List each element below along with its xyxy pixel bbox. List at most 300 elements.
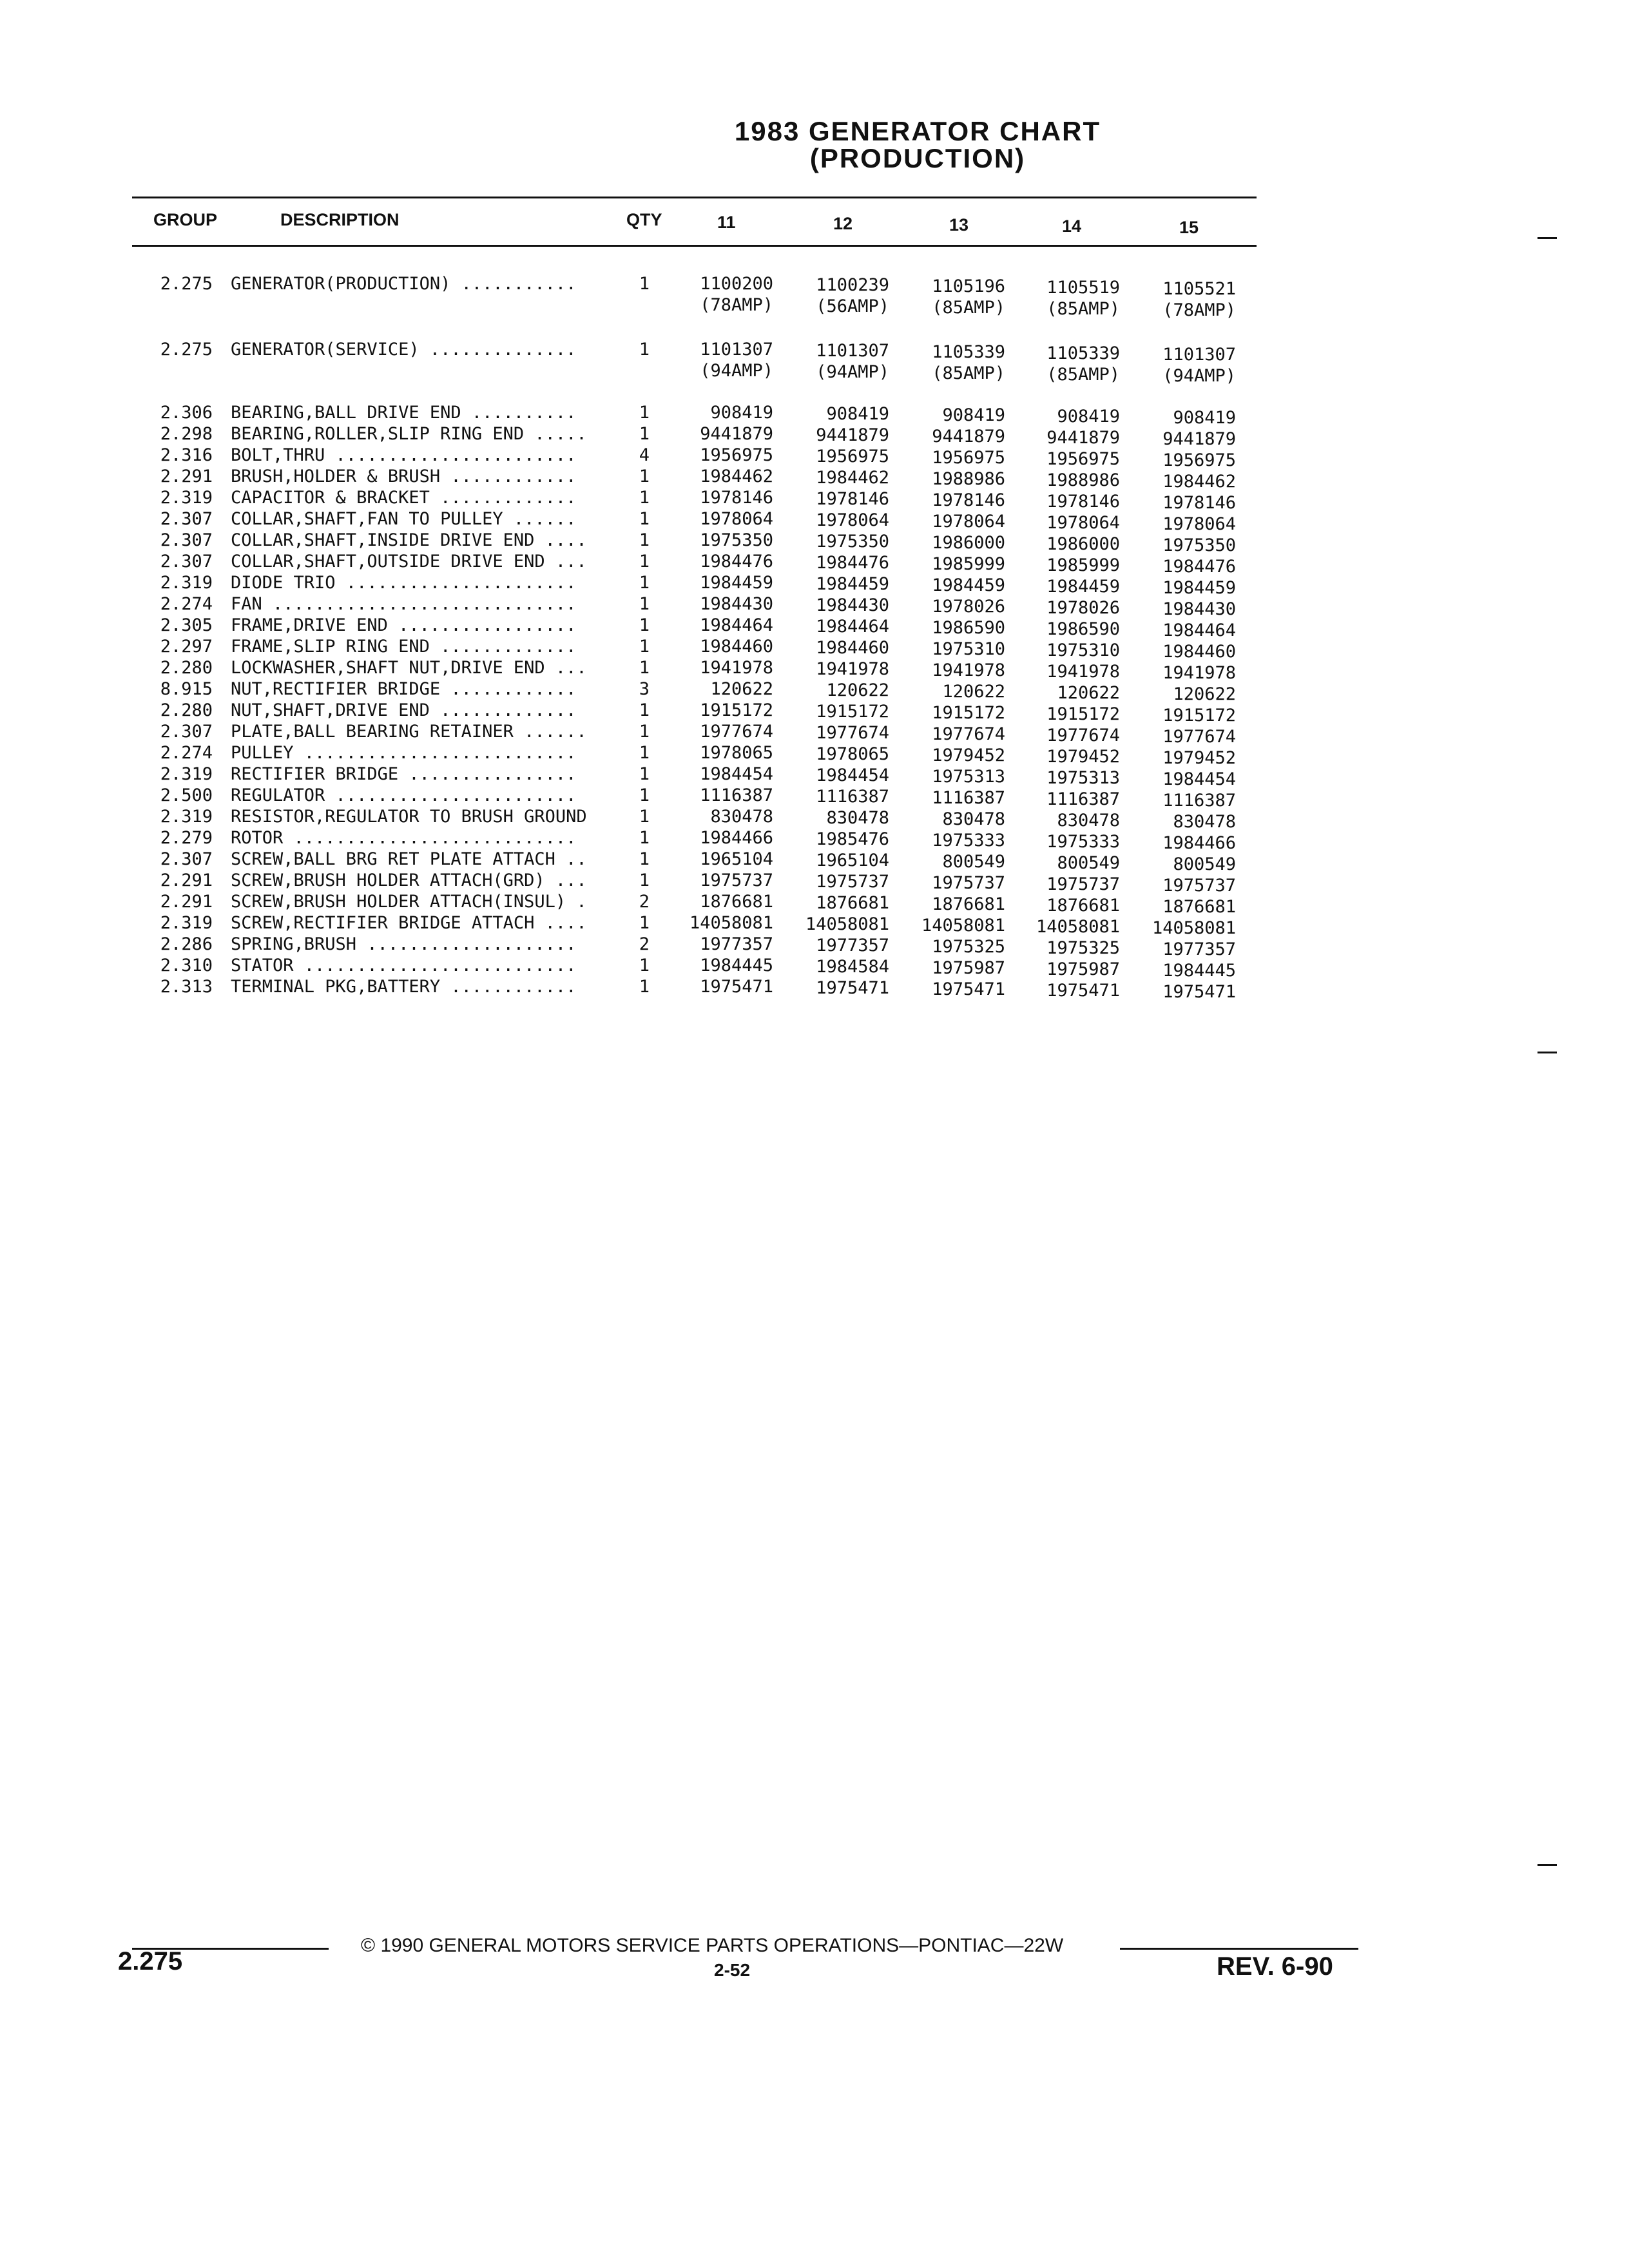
part-number-cell: 1977357 — [816, 936, 889, 956]
part-number-cell: 1915172 — [932, 703, 1005, 723]
section-number: 2.275 — [118, 1947, 183, 1975]
part-number-cell: 908419 — [826, 404, 889, 424]
part-number-cell: 14058081 — [1152, 918, 1236, 938]
part-number-cell: 1979452 — [1162, 748, 1236, 768]
group-cell: 2.305 — [160, 615, 213, 635]
part-number-cell: 1975471 — [700, 977, 773, 997]
part-number-cell: 1984430 — [816, 595, 889, 615]
part-number-cell: 1984459 — [1046, 577, 1120, 597]
qty-cell: 1 — [639, 530, 650, 550]
part-number-cell: 908419 — [1173, 408, 1236, 428]
qty-cell: 1 — [639, 552, 650, 572]
part-number-cell: 1977674 — [816, 723, 889, 743]
group-cell: 2.306 — [160, 403, 213, 423]
part-number-cell: 1978064 — [816, 510, 889, 530]
group-cell: 2.280 — [160, 658, 213, 678]
part-number-cell: 1975325 — [1046, 938, 1120, 958]
part-number-cell: 14058081 — [689, 913, 773, 933]
part-number-cell: 830478 — [1057, 811, 1120, 831]
part-number-cell: 1876681 — [816, 893, 889, 913]
group-cell: 2.286 — [160, 934, 213, 954]
qty-cell: 1 — [639, 785, 650, 805]
table-row — [0, 530, 1629, 555]
table-row — [0, 274, 1629, 299]
part-number-cell: 1984466 — [1162, 833, 1236, 853]
part-number-cell: 1978146 — [700, 488, 773, 508]
qty-cell: 1 — [639, 764, 650, 784]
part-number-cell: 1975737 — [700, 870, 773, 890]
table-row — [0, 934, 1629, 959]
group-cell: 2.319 — [160, 488, 213, 508]
part-number-cell: 14058081 — [805, 914, 889, 934]
qty-cell: 1 — [639, 594, 650, 614]
part-number-cell: 120622 — [710, 679, 773, 699]
part-number-cell: 1977674 — [1046, 726, 1120, 745]
part-number-cell: 1988986 — [932, 469, 1005, 489]
page-number: 2-52 — [714, 1960, 751, 1980]
description-cell: BEARING,BALL DRIVE END .......... — [231, 403, 577, 423]
table-row — [0, 956, 1629, 981]
description-cell: SCREW,BRUSH HOLDER ATTACH(GRD) ... — [231, 870, 587, 890]
part-number-cell: 9441879 — [1162, 429, 1236, 449]
qty-cell: 1 — [639, 977, 650, 997]
part-number-cell: 1978064 — [1162, 514, 1236, 534]
part-number-cell: 1101307 — [700, 340, 773, 360]
part-number-cell: 1984462 — [1162, 472, 1236, 492]
table-row — [0, 445, 1629, 470]
amperage-note: (78AMP) — [1162, 300, 1236, 320]
part-number-cell: 1984460 — [1162, 642, 1236, 662]
part-number-cell: 1116387 — [700, 785, 773, 805]
group-cell: 2.310 — [160, 956, 213, 975]
part-number-cell: 1975471 — [932, 979, 1005, 999]
part-number-cell: 1965104 — [700, 849, 773, 869]
part-number-cell: 1977674 — [932, 724, 1005, 744]
description-cell: GENERATOR(PRODUCTION) ........... — [231, 274, 577, 294]
group-cell: 8.915 — [160, 679, 213, 699]
part-number-cell: 1984459 — [700, 573, 773, 593]
part-number-cell: 830478 — [1173, 812, 1236, 832]
part-number-cell: 1116387 — [1162, 791, 1236, 811]
group-cell: 2.307 — [160, 552, 213, 572]
part-number-cell: 1985476 — [816, 829, 889, 849]
description-cell: BOLT,THRU ....................... — [231, 445, 577, 465]
part-number-cell: 9441879 — [700, 424, 773, 444]
part-number-cell: 1986590 — [932, 618, 1005, 638]
description-cell: COLLAR,SHAFT,INSIDE DRIVE END .... — [231, 530, 587, 550]
part-number-cell: 1978064 — [1046, 513, 1120, 533]
header-description: DESCRIPTION — [280, 210, 400, 229]
table-row — [0, 807, 1629, 832]
part-number-cell: 1941978 — [1046, 662, 1120, 682]
part-number-cell: 1986000 — [1046, 534, 1120, 554]
part-number-cell: 1975987 — [932, 958, 1005, 978]
part-number-cell: 1984466 — [700, 828, 773, 848]
group-cell: 2.313 — [160, 977, 213, 997]
table-row — [0, 977, 1629, 1002]
part-number-cell: 1956975 — [816, 447, 889, 466]
part-number-cell: 120622 — [942, 682, 1005, 702]
part-number-cell: 1978146 — [932, 490, 1005, 510]
description-cell: ROTOR ........................... — [231, 828, 577, 848]
description-cell: DIODE TRIO ...................... — [231, 573, 577, 593]
table-row — [0, 764, 1629, 789]
group-cell: 2.319 — [160, 764, 213, 784]
part-number-cell: 830478 — [710, 807, 773, 827]
qty-cell: 2 — [639, 892, 650, 912]
table-row — [0, 340, 1629, 365]
qty-cell: 1 — [639, 828, 650, 848]
qty-cell: 1 — [639, 913, 650, 933]
qty-cell: 1 — [639, 424, 650, 444]
header-col-13: 13 — [949, 215, 969, 235]
part-number-cell: 14058081 — [921, 916, 1005, 936]
qty-cell: 1 — [639, 956, 650, 975]
qty-cell: 1 — [639, 340, 650, 360]
part-number-cell: 1979452 — [1046, 747, 1120, 767]
part-number-cell: 1100239 — [816, 275, 889, 295]
group-cell: 2.307 — [160, 509, 213, 529]
description-cell: SCREW,BALL BRG RET PLATE ATTACH .. — [231, 849, 587, 869]
part-number-cell: 9441879 — [1046, 428, 1120, 448]
part-number-cell: 1978026 — [1046, 598, 1120, 618]
table-row — [0, 594, 1629, 619]
amperage-note: (85AMP) — [1046, 299, 1120, 319]
table-row — [0, 658, 1629, 683]
part-number-cell: 1101307 — [816, 341, 889, 361]
group-cell: 2.307 — [160, 849, 213, 869]
table-row — [0, 615, 1629, 640]
group-cell: 2.319 — [160, 573, 213, 593]
part-number-cell: 1975471 — [816, 978, 889, 998]
group-cell: 2.291 — [160, 892, 213, 912]
part-number-cell: 1105519 — [1046, 278, 1120, 298]
group-cell: 2.274 — [160, 743, 213, 763]
description-cell: NUT,RECTIFIER BRIDGE ............ — [231, 679, 577, 699]
part-number-cell: 1975737 — [1046, 874, 1120, 894]
part-number-cell: 1116387 — [816, 787, 889, 807]
description-cell: SCREW,RECTIFIER BRIDGE ATTACH .... — [231, 913, 587, 933]
part-number-cell: 1984476 — [816, 553, 889, 573]
part-number-cell: 1977357 — [1162, 939, 1236, 959]
qty-cell: 1 — [639, 509, 650, 529]
part-number-cell: 120622 — [1173, 684, 1236, 704]
part-number-cell: 1975333 — [1046, 832, 1120, 852]
part-number-cell: 1116387 — [932, 788, 1005, 808]
part-number-cell: 120622 — [826, 680, 889, 700]
amperage-note: (85AMP) — [932, 363, 1005, 383]
part-number-cell: 1116387 — [1046, 789, 1120, 809]
qty-cell: 1 — [639, 466, 650, 486]
part-number-cell: 1876681 — [1162, 897, 1236, 917]
group-cell: 2.279 — [160, 828, 213, 848]
part-number-cell: 1986590 — [1046, 619, 1120, 639]
part-number-cell: 1984459 — [932, 575, 1005, 595]
part-number-cell: 1977674 — [700, 722, 773, 742]
description-cell: FRAME,SLIP RING END ............. — [231, 637, 577, 657]
qty-cell: 1 — [639, 722, 650, 742]
part-number-cell: 1915172 — [1046, 704, 1120, 724]
part-number-cell: 1975350 — [1162, 535, 1236, 555]
qty-cell: 3 — [639, 679, 650, 699]
group-cell: 2.291 — [160, 466, 213, 486]
part-number-cell: 1956975 — [932, 448, 1005, 468]
edge-mark — [1537, 1052, 1557, 1053]
part-number-cell: 1915172 — [816, 702, 889, 722]
table-row — [0, 743, 1629, 768]
group-cell: 2.319 — [160, 913, 213, 933]
part-number-cell: 1978065 — [816, 744, 889, 764]
part-number-cell: 1978064 — [932, 512, 1005, 532]
part-number-cell: 800549 — [1057, 853, 1120, 873]
part-number-cell: 1975310 — [1046, 640, 1120, 660]
part-number-cell: 1979452 — [932, 745, 1005, 765]
group-cell: 2.275 — [160, 340, 213, 360]
part-number-cell: 908419 — [1057, 407, 1120, 427]
table-row — [0, 785, 1629, 811]
table-row-note — [0, 361, 1629, 386]
part-number-cell: 1984445 — [700, 956, 773, 975]
description-cell: BRUSH,HOLDER & BRUSH ............ — [231, 466, 577, 486]
table-row — [0, 679, 1629, 704]
description-cell: FRAME,DRIVE END ................. — [231, 615, 577, 635]
table-row — [0, 913, 1629, 938]
part-number-cell: 1876681 — [700, 892, 773, 912]
table-row — [0, 637, 1629, 662]
amperage-note: (94AMP) — [1162, 366, 1236, 386]
qty-cell: 1 — [639, 870, 650, 890]
part-number-cell: 1984459 — [1162, 578, 1236, 598]
qty-cell: 1 — [639, 488, 650, 508]
qty-cell: 1 — [639, 573, 650, 593]
description-cell: NUT,SHAFT,DRIVE END ............. — [231, 700, 577, 720]
part-number-cell: 830478 — [826, 808, 889, 828]
description-cell: FAN ............................. — [231, 594, 577, 614]
table-row — [0, 466, 1629, 492]
qty-cell: 2 — [639, 934, 650, 954]
part-number-cell: 1985999 — [1046, 555, 1120, 575]
part-number-cell: 1941978 — [1162, 663, 1236, 683]
part-number-cell: 1105339 — [1046, 343, 1120, 363]
part-number-cell: 1975737 — [1162, 876, 1236, 896]
amperage-note: (94AMP) — [700, 361, 773, 381]
part-number-cell: 1986000 — [932, 533, 1005, 553]
part-number-cell: 1105339 — [932, 342, 1005, 362]
table-row — [0, 849, 1629, 874]
amperage-note: (56AMP) — [816, 296, 889, 316]
part-number-cell: 1941978 — [816, 659, 889, 679]
part-number-cell: 1978146 — [1162, 493, 1236, 513]
part-number-cell: 1101307 — [1162, 345, 1236, 365]
part-number-cell: 908419 — [942, 405, 1005, 425]
part-number-cell: 1984462 — [816, 468, 889, 488]
group-cell: 2.307 — [160, 722, 213, 742]
description-cell: SCREW,BRUSH HOLDER ATTACH(INSUL) . — [231, 892, 587, 912]
part-number-cell: 1984430 — [1162, 599, 1236, 619]
part-number-cell: 1984464 — [816, 617, 889, 637]
part-number-cell: 1984464 — [1162, 620, 1236, 640]
description-cell: PLATE,BALL BEARING RETAINER ...... — [231, 722, 587, 742]
qty-cell: 1 — [639, 700, 650, 720]
qty-cell: 1 — [639, 743, 650, 763]
qty-cell: 1 — [639, 403, 650, 423]
qty-cell: 1 — [639, 274, 650, 294]
part-number-cell: 1975737 — [932, 873, 1005, 893]
group-cell: 2.316 — [160, 445, 213, 465]
footer-rule-right — [1120, 1948, 1358, 1950]
description-cell: RESISTOR,REGULATOR TO BRUSH GROUND — [231, 807, 587, 827]
part-number-cell: 908419 — [710, 403, 773, 423]
part-number-cell: 1977357 — [700, 934, 773, 954]
part-number-cell: 1975333 — [932, 831, 1005, 850]
part-number-cell: 9441879 — [816, 425, 889, 445]
description-cell: COLLAR,SHAFT,OUTSIDE DRIVE END ... — [231, 552, 587, 572]
group-cell: 2.275 — [160, 274, 213, 294]
description-cell: TERMINAL PKG,BATTERY ............ — [231, 977, 577, 997]
part-number-cell: 1978146 — [816, 489, 889, 509]
qty-cell: 1 — [639, 615, 650, 635]
part-number-cell: 1956975 — [1046, 449, 1120, 469]
part-number-cell: 1984462 — [700, 466, 773, 486]
part-number-cell: 1984460 — [816, 638, 889, 658]
part-number-cell: 800549 — [942, 852, 1005, 872]
revision-label: REV. 6-90 — [1217, 1952, 1333, 1981]
qty-cell: 4 — [639, 445, 650, 465]
part-number-cell: 1984584 — [816, 957, 889, 977]
part-number-cell: 1984445 — [1162, 961, 1236, 981]
group-cell: 2.500 — [160, 785, 213, 805]
header-col-11: 11 — [717, 213, 736, 232]
part-number-cell: 1984454 — [1162, 769, 1236, 789]
description-cell: BEARING,ROLLER,SLIP RING END ..... — [231, 424, 587, 444]
part-number-cell: 1975350 — [816, 532, 889, 552]
part-number-cell: 1975737 — [816, 872, 889, 892]
header-qty: QTY — [626, 210, 662, 229]
part-number-cell: 1915172 — [700, 700, 773, 720]
table-row — [0, 424, 1629, 449]
part-number-cell: 1941978 — [932, 660, 1005, 680]
part-number-cell: 1984476 — [700, 552, 773, 572]
table-row — [0, 509, 1629, 534]
part-number-cell: 14058081 — [1036, 917, 1120, 937]
qty-cell: 1 — [639, 849, 650, 869]
description-cell: REGULATOR ....................... — [231, 785, 577, 805]
header-bottom-rule — [132, 245, 1257, 247]
part-number-cell: 1975310 — [932, 639, 1005, 659]
part-number-cell: 1975987 — [1046, 959, 1120, 979]
copyright-line: © 1990 GENERAL MOTORS SERVICE PARTS OPERATIONS—PONTIAC—22W — [361, 1935, 1064, 1956]
part-number-cell: 1978064 — [700, 509, 773, 529]
edge-mark — [1537, 237, 1557, 239]
table-row — [0, 488, 1629, 513]
description-cell: SPRING,BRUSH .................... — [231, 934, 577, 954]
group-cell: 2.298 — [160, 424, 213, 444]
part-number-cell: 1978065 — [700, 743, 773, 763]
part-number-cell: 830478 — [942, 809, 1005, 829]
group-cell: 2.297 — [160, 637, 213, 657]
table-row — [0, 870, 1629, 896]
part-number-cell: 1975471 — [1046, 981, 1120, 1001]
group-cell: 2.274 — [160, 594, 213, 614]
description-cell: GENERATOR(SERVICE) .............. — [231, 340, 577, 360]
part-number-cell: 1977674 — [1162, 727, 1236, 747]
part-number-cell: 1984454 — [700, 764, 773, 784]
part-number-cell: 1876681 — [1046, 896, 1120, 916]
amperage-note: (94AMP) — [816, 362, 889, 382]
qty-cell: 1 — [639, 658, 650, 678]
part-number-cell: 1941978 — [700, 658, 773, 678]
qty-cell: 1 — [639, 637, 650, 657]
table-row — [0, 573, 1629, 598]
part-number-cell: 1965104 — [816, 850, 889, 870]
table-row — [0, 892, 1629, 917]
qty-cell: 1 — [639, 807, 650, 827]
part-number-cell: 1984459 — [816, 574, 889, 594]
table-row — [0, 722, 1629, 747]
part-number-cell: 800549 — [1173, 854, 1236, 874]
part-number-cell: 1984464 — [700, 615, 773, 635]
description-cell: PULLEY .......................... — [231, 743, 577, 763]
group-cell: 2.307 — [160, 530, 213, 550]
header-group: GROUP — [153, 210, 218, 229]
amperage-note: (85AMP) — [1046, 365, 1120, 385]
group-cell: 2.291 — [160, 870, 213, 890]
table-row — [0, 700, 1629, 726]
part-number-cell: 120622 — [1057, 683, 1120, 703]
description-cell: CAPACITOR & BRACKET ............. — [231, 488, 577, 508]
part-number-cell: 1984454 — [816, 765, 889, 785]
part-number-cell: 1988986 — [1046, 470, 1120, 490]
part-number-cell: 1956975 — [1162, 450, 1236, 470]
description-cell: COLLAR,SHAFT,FAN TO PULLEY ...... — [231, 509, 577, 529]
header-col-15: 15 — [1179, 218, 1199, 237]
title-line-1: 1983 GENERATOR CHART — [734, 116, 1101, 146]
table-row — [0, 403, 1629, 428]
description-cell: STATOR .......................... — [231, 956, 577, 975]
part-number-cell: 1975313 — [932, 767, 1005, 787]
part-number-cell: 1975325 — [932, 937, 1005, 957]
part-number-cell: 1978026 — [932, 597, 1005, 617]
header-top-rule — [132, 197, 1257, 198]
header-col-14: 14 — [1062, 216, 1082, 236]
part-number-cell: 1105196 — [932, 276, 1005, 296]
amperage-note: (78AMP) — [700, 295, 773, 315]
part-number-cell: 1984476 — [1162, 557, 1236, 577]
part-number-cell: 9441879 — [932, 427, 1005, 447]
table-row-note — [0, 295, 1629, 320]
part-number-cell: 1984460 — [700, 637, 773, 657]
part-number-cell: 1975313 — [1046, 768, 1120, 788]
part-number-cell: 1876681 — [932, 894, 1005, 914]
part-number-cell: 1956975 — [700, 445, 773, 465]
title-line-2: (PRODUCTION) — [809, 143, 1026, 173]
description-cell: RECTIFIER BRIDGE ................ — [231, 764, 577, 784]
edge-mark — [1537, 1864, 1557, 1866]
table-row — [0, 552, 1629, 577]
header-col-12: 12 — [833, 214, 853, 233]
table-row — [0, 828, 1629, 853]
part-number-cell: 1100200 — [700, 274, 773, 294]
part-number-cell: 1984430 — [700, 594, 773, 614]
group-cell: 2.280 — [160, 700, 213, 720]
part-number-cell: 1975471 — [1162, 982, 1236, 1002]
part-number-cell: 1105521 — [1162, 279, 1236, 299]
description-cell: LOCKWASHER,SHAFT NUT,DRIVE END ... — [231, 658, 587, 678]
part-number-cell: 1975350 — [700, 530, 773, 550]
part-number-cell: 1985999 — [932, 554, 1005, 574]
part-number-cell: 1915172 — [1162, 706, 1236, 726]
amperage-note: (85AMP) — [932, 298, 1005, 318]
